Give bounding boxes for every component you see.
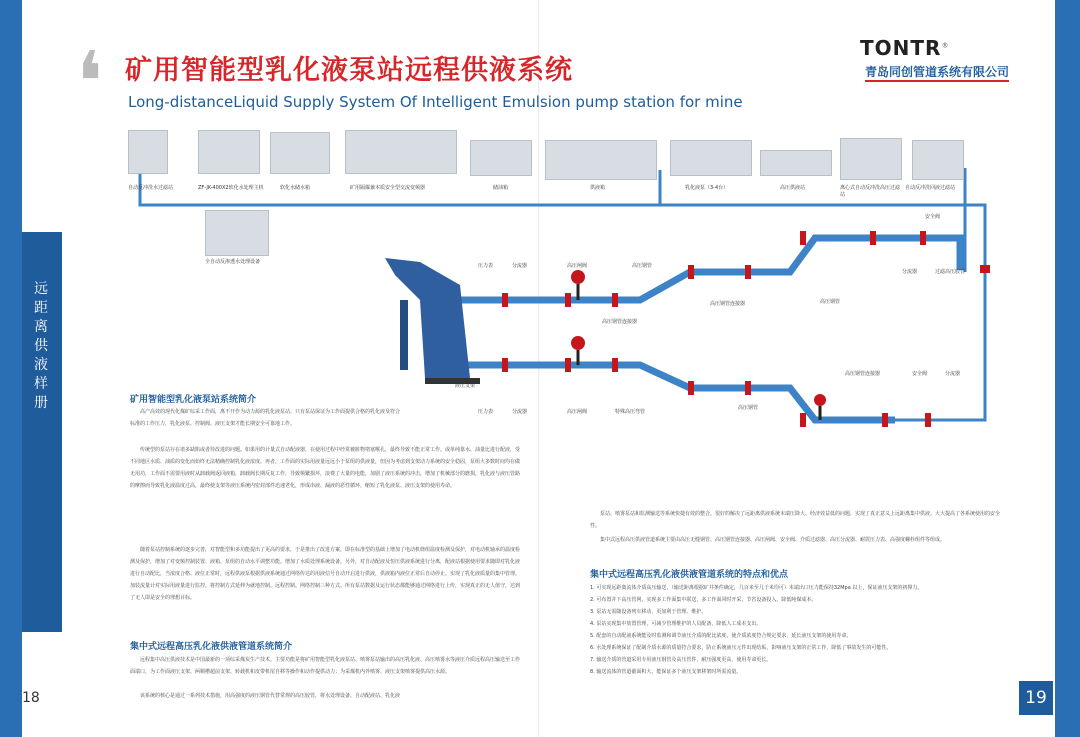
connector xyxy=(925,413,931,427)
connector xyxy=(688,265,694,279)
list-item: 4. 泵站实现集中放置管理，可减少管理维护的人员配备，降低人工成本支出。 xyxy=(590,621,762,627)
page-number-right: 19 xyxy=(1019,681,1053,715)
central-paragraph-1: 远程集中高压供液技术是中国最新的一项综采煤炭生产技术。主要功能是将矿用智能型乳化液泵站、喷雾泵站输出的高压乳化液、高压喷雾水等液压介质远程高压输送至工作面端口，为工作面液压支架、两顺槽超前支架、转载机和皮带机尾自移等操作和动作提供动力；为采煤机内外喷雾、液压支架喷雾提供高压水源。 xyxy=(130,657,521,675)
right-paragraph-2: 集中式远程高压供液管道系统主要由高压无缝钢管、高压钢管连接器、高压闸阀、安全阀、介质过滤器、高压分流器、耐震压力表、高强度螺栓组件等组成。 xyxy=(600,537,946,543)
connector xyxy=(745,265,751,279)
list-item: 2. 可布置并下高压管网，实现多工作面集中联送，多工作面同时开采，节省设备投入，降低吨煤成本。 xyxy=(590,597,817,603)
equipment-centrifugal-filter xyxy=(840,138,902,180)
equipment-return-filter xyxy=(912,140,964,180)
pipe-label-pressure-gauge-lower: 压力表 xyxy=(478,409,494,415)
equipment-label: ZF-JK-400X2软化水处理主机 xyxy=(198,185,264,191)
equipment-oil-tank xyxy=(470,140,532,176)
red-pipe-connectors xyxy=(448,231,990,427)
pipe-label-steel-pipe-upper: 高压钢管 xyxy=(632,263,653,269)
gate-valve-lower xyxy=(571,336,585,365)
equipment-label: 储油箱 xyxy=(493,185,509,191)
connector xyxy=(980,265,990,273)
connector xyxy=(745,381,751,395)
section-title-central: 集中式远程高压乳化液供液管道系统简介 xyxy=(130,642,293,652)
equipment-supply-tank xyxy=(545,140,657,180)
connector xyxy=(800,231,806,245)
equipment-label: 矿用隔爆兼本质安全型交流变频器 xyxy=(350,185,426,191)
list-item: 6. 水处理系统保证了配制介质水源的质量符合要求，防止系统液压元件出现结垢，影响液压支架的正常工作，降低了事故发生的可能性。 xyxy=(590,645,892,651)
equipment-label: 离心式自动反冲洗高压过滤站 xyxy=(840,185,901,198)
pipe-label-pressure-gauge-upper: 压力表 xyxy=(478,263,494,269)
page-title-en: Long-distanceLiquid Supply System Of Intelligent Emulsion pump station for mine xyxy=(128,93,743,111)
equipment-label: 自动反冲洗水过滤站 xyxy=(128,185,174,191)
equipment-emulsion-pumps xyxy=(670,140,752,176)
connector xyxy=(612,358,618,372)
equipment-reverse-osmosis xyxy=(205,210,269,256)
equipment-label: 供液箱 xyxy=(590,185,606,191)
connector xyxy=(800,413,806,427)
list-item: 5. 配套的自动配液系统能及时监测和调节液压介质的配比浓度，使介质浓度符合规定要求，延长液压支架的使用寿命。 xyxy=(590,633,852,639)
connector xyxy=(502,358,508,372)
blue-supply-pipe xyxy=(140,162,985,420)
lower-hp-pipe xyxy=(440,365,895,420)
equipment-softener-host xyxy=(198,130,260,174)
list-item: 7. 输送介质的管道采用专用液压钢管及高压管件，耐压强度更高，使用寿命更长。 xyxy=(590,657,772,663)
section-title-features: 集中式远程高压乳化液供液管道系统的特点和优点 xyxy=(590,570,789,580)
list-item: 1. 可实现远距离流体介质高压输送，（输送距离根据矿井条件确定，几百米至几千米均可）末端出口压力能保持32Mpa 以上，保证液压支架的初撑力。 xyxy=(590,585,923,591)
pipe-label-splitter-lower: 分流器 xyxy=(512,409,528,415)
pipe-label-gate-valve-upper: 高压闸阀 xyxy=(567,263,588,269)
central-paragraph-2: 该系统的核心是通过一系列技术措施，用高强度的液压钢管代替常规的高压胶管，将水处理设备、自动配液站、乳化液 xyxy=(140,693,401,699)
equipment-water-filter xyxy=(128,130,168,174)
pipe-label-special-elbow: 特殊高压弯管 xyxy=(615,409,646,415)
vertical-section-title: 远 距 离 供 液 样 册 xyxy=(34,281,48,411)
connector xyxy=(870,231,876,245)
equipment-label: 高压供液站 xyxy=(780,185,806,191)
intro-paragraph-3: 随着泵站控制系统的逐步完善，对智能型和多功能提出了更高的要求，于是推出了改进方案。即在标准型的基础上增加了电动机绕组温度检测及保护，对电动机轴承的温度检测及保护，增加了对变频控制装置、液箱、泵组的自动水平调整功能。增加了水质处理系统设备。另外，对自动配液及恒压供液系统进行分离，配液站根据使用要求随即对乳化液进行自动配比，当浓度合格、液位正常时，远程供液泵根据供液系统通过网络传达的用液信号自动开启进行供液，供液箱内液位正常后自动停止。实现了乳化液质量的集中管理。加装流量计对实际用液量进行监控，将控制方式延伸为就地控制、远程控制、网络控制三种方式。所有泵站数据及运行状态都能够通过网络进行上传，实现真正的无人值守，达到了无人即是安全的理想目标。 xyxy=(130,547,521,601)
connector xyxy=(882,413,888,427)
pipe-label-steel-connector-lower: 高压钢管连接器 xyxy=(845,371,881,377)
equipment-inverter xyxy=(345,130,457,174)
equipment-label: 乳化液泵（3-4台） xyxy=(685,185,729,191)
pipe-label-splitter-upper: 分流器 xyxy=(512,263,528,269)
equipment-label: 软化水储水箱 xyxy=(280,185,311,191)
equipment-water-tank xyxy=(270,132,330,174)
brand-logo-text: TONTR xyxy=(860,36,942,60)
registered-mark: ® xyxy=(941,41,950,50)
pipe-label-gate-valve-lower: 高压闸阀 xyxy=(567,409,588,415)
equipment-hp-supply-station xyxy=(760,150,832,176)
page-number-left: 18 xyxy=(22,690,40,706)
pipe-label-splitter-right: 分流器 xyxy=(902,269,918,275)
pipe-label-safety-valve-lower: 安全阀 xyxy=(912,371,928,377)
hydraulic-support-machine xyxy=(385,258,480,384)
equipment-label: 全自动反渗透水处理设备 xyxy=(205,259,261,265)
pipe-label-steel-connector-mid: 高压钢管连接器 xyxy=(710,301,746,307)
connector xyxy=(688,381,694,395)
page-title-cn: 矿用智能型乳化液泵站远程供液系统 xyxy=(125,55,573,86)
list-item: 8. 输送流体的管道截面积大，能保证多个液压支架移架时所需流量。 xyxy=(590,669,742,675)
intro-paragraph-2: 传统型的泵站存在诸多缺陷或者待改进的问题。如果用的计量式自动配液器，在使用过程中经常被脏物堵塞喉孔，最终导致不能正常工作。或单纯靠水、油量比进行配液，受不同地区水质、油质的变化而始终无法精确控制乳化液浓度。再者，工作面的实际用液量远远小于泵组的供液量，但因为考虑到支架动力系统的安全稳固，泵组大多数时间均在做无用功，工作面不需要用液时从卸载阀返回液箱，卸载阀长期反复工作，导致频繁损坏，浪费了大量的电能，加剧了液压系统的冲击，增加了机械部分的磨损，乳化液与液压管路的摩擦而导致乳化液温度过高，最终使支架等液压系统内密封部件迅速老化，形成串液、漏液的恶性循环，缩短了乳化液泵、液压支架的使用寿命。 xyxy=(130,447,521,489)
upper-hp-pipe xyxy=(440,238,960,300)
features-list xyxy=(590,582,1000,678)
right-paragraph-1: 泵站、喷雾泵站和监测输送等系统快捷有效的整合。很好的解决了远距离供液系统末端压降大、经济效益低的问题，实现了真正意义上远距离集中供液。大大提高了各系统使用的安全性。 xyxy=(590,511,1001,529)
list-item: 3. 泵站无需随设备列车移动，更加利于管理、维护。 xyxy=(590,609,707,615)
connector xyxy=(920,231,926,245)
pipe-label-filter-hose: 过滤高压胶管 xyxy=(935,269,966,275)
connector xyxy=(502,293,508,307)
pipe-label-safety-valve-upper: 安全阀 xyxy=(925,214,941,220)
pipe-label-steel-pipe-right: 高压钢管 xyxy=(820,299,841,305)
pipe-label-steel-connector-upper: 高压钢管连接器 xyxy=(602,319,638,325)
intro-paragraph-1: 高产高效的现代化煤矿综采工作面，离不开作为动力源的乳化液泵站。只有泵站保证为工作面提供合格的乳化液及符合标准的工作压力，乳化液泵、控制阀、液压支架才能长期安全可靠地工作。 xyxy=(130,409,401,427)
pipe-label-hydraulic-support: 液压支架 xyxy=(455,383,476,389)
connector xyxy=(565,358,571,372)
section-title-intro: 矿用智能型乳化液泵站系统简介 xyxy=(130,395,257,405)
connector xyxy=(612,293,618,307)
connector xyxy=(565,293,571,307)
pipe-label-steel-pipe-lower: 高压钢管 xyxy=(738,405,759,411)
pipe-label-splitter-lower-right: 分流器 xyxy=(945,371,961,377)
gate-valve-upper xyxy=(571,270,585,300)
company-name: 青岛同创管道系统有限公司 xyxy=(865,63,1009,82)
equipment-label: 自动反冲洗回液过滤站 xyxy=(905,185,956,191)
quote-mark-icon: ❛ xyxy=(76,33,104,131)
